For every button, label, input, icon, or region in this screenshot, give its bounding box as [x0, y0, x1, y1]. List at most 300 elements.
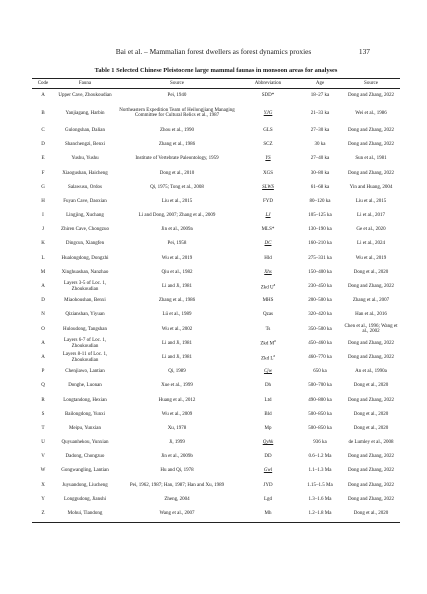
cell-code-text: D [41, 298, 45, 304]
cell-age-source-text: de Lumley et al., 2008 [348, 440, 394, 446]
cell-abbreviation-text: Zkd L [261, 356, 274, 362]
cell-source-text: Ji, 1999 [169, 440, 185, 446]
cell-age-source [342, 180, 400, 194]
cell-fauna-text: Gongwangling, Lantian [61, 468, 109, 474]
cell-code-text: Z [41, 511, 45, 517]
cell-code [32, 478, 54, 492]
column-header-code: Code [37, 81, 49, 87]
cell-age-source [342, 195, 400, 209]
cell-code-text: P [41, 369, 45, 375]
cell-age [298, 138, 342, 152]
cell-age [298, 308, 342, 322]
cell-fauna-text: Mohui, Tiandong [67, 511, 103, 517]
cell-code-text: B [41, 110, 45, 116]
abbreviation-superscript: a [274, 339, 276, 344]
cell-fauna-text: Layers 3-5 of Loc. 1, Zhoukoudian [63, 281, 107, 292]
cell-abbreviation [238, 237, 298, 251]
cell-age [298, 351, 342, 365]
cell-code-text: T [41, 425, 45, 431]
cell-code-text: A [41, 340, 45, 346]
cell-abbreviation [238, 351, 298, 365]
cell-fauna [54, 351, 116, 365]
cell-abbreviation-text: SCZ [263, 142, 273, 148]
cell-age-text: 200–500 ka [308, 298, 332, 304]
cell-abbreviation [238, 464, 298, 478]
cell-abbreviation [238, 209, 298, 223]
cell-source-text: Jin et al., 2009b [161, 454, 193, 460]
table-row [32, 422, 400, 436]
cell-age-text: 1.1–1.3 Ma [308, 468, 332, 474]
cell-code [32, 138, 54, 152]
cell-age-text: 275–331 ka [308, 255, 332, 261]
cell-code-text: V [41, 454, 45, 460]
cell-source-text: Wu et al., 2002 [161, 326, 193, 332]
cell-fauna-text: Zhiren Cave, Chongzuo [61, 227, 109, 233]
cell-age-source [342, 138, 400, 152]
cell-code-text: W [40, 468, 46, 474]
cell-age-text: 30–80 ka [310, 170, 330, 176]
cell-age [298, 322, 342, 336]
cell-fauna-text: Upper Cave, Zhoukoudian [58, 93, 112, 99]
cell-abbreviation [238, 103, 298, 124]
cell-fauna [54, 322, 116, 336]
cell-code-text: U [41, 440, 45, 446]
cell-abbreviation-text: LJ [265, 213, 271, 219]
cell-source [116, 493, 238, 507]
cell-fauna [54, 103, 116, 124]
cell-age-text: 27–40 ka [310, 156, 330, 162]
cell-code [32, 166, 54, 180]
cell-source [116, 464, 238, 478]
cell-age-source [342, 237, 400, 251]
cell-code [32, 195, 54, 209]
cell-age-text: 350–500 ka [308, 326, 332, 332]
cell-fauna-text: Quyuanhekou, Yunxian [61, 440, 109, 446]
cell-code [32, 180, 54, 194]
cell-abbreviation-text: Ltd [264, 397, 272, 403]
cell-fauna [54, 89, 116, 104]
cell-age-source [342, 351, 400, 365]
cell-age-source [342, 379, 400, 393]
column-header-age: Age [315, 81, 325, 87]
cell-fauna-text: Gulongshan, Dalian [65, 127, 105, 133]
cell-age-source-text: Dong et al., 2020 [353, 511, 389, 517]
cell-age-text: 1.3–1.6 Ma [308, 496, 332, 502]
cell-fauna [54, 251, 116, 265]
cell-fauna [54, 464, 116, 478]
table-header-row [32, 80, 400, 89]
cell-source-text: Zhang et al., 1986 [158, 142, 196, 148]
cell-fauna-text: Meipu, Yunxian [68, 425, 102, 431]
cell-abbreviation-text: Dh [264, 383, 272, 389]
cell-abbreviation [238, 422, 298, 436]
cell-age [298, 280, 342, 294]
cell-fauna-text: Hualongdong, Dongzhi [61, 255, 109, 261]
cell-age-source-text: Li et al., 2017 [357, 213, 385, 219]
cell-source [116, 152, 238, 166]
cell-abbreviation [238, 478, 298, 492]
cell-code [32, 152, 54, 166]
cell-age [298, 337, 342, 351]
cell-age-source [342, 422, 400, 436]
cell-abbreviation [238, 251, 298, 265]
cell-age-source [342, 223, 400, 237]
cell-abbreviation-text: Qzas [263, 312, 273, 318]
cell-code [32, 337, 54, 351]
table-row [32, 180, 400, 194]
cell-source-text: Pei, 1940 [167, 93, 187, 99]
cell-source [116, 180, 238, 194]
column-header-source: Source [170, 81, 184, 87]
cell-abbreviation [238, 138, 298, 152]
cell-source [116, 294, 238, 308]
cell-fauna-text: Yanjiagang, Harbin [65, 110, 105, 116]
table-row [32, 407, 400, 421]
cell-age-text: 460–770 ka [308, 354, 332, 360]
cell-source-text: Li and Ji, 1981 [162, 354, 192, 360]
cell-code [32, 322, 54, 336]
cell-abbreviation-text: Xhs [264, 269, 272, 275]
cell-source [116, 337, 238, 351]
cell-abbreviation-text: SDD* [261, 93, 275, 99]
cell-source-text: Wang et al., 2007 [159, 511, 195, 517]
cell-fauna [54, 138, 116, 152]
cell-age-text: 1.15–1.5 Ma [307, 482, 333, 488]
table-row [32, 89, 400, 104]
cell-age-text: 150–400 ka [308, 269, 332, 275]
cell-age-text: 80–120 ka [309, 198, 331, 204]
cell-code-text: K [41, 241, 45, 247]
cell-source [116, 138, 238, 152]
cell-abbreviation-text: Lgd [263, 496, 273, 502]
cell-source [116, 507, 238, 521]
cell-source-text: Zheng, 2004 [164, 496, 190, 502]
cell-age-text: 130–190 ka [308, 227, 332, 233]
cell-age [298, 507, 342, 521]
cell-code [32, 450, 54, 464]
cell-code [32, 365, 54, 379]
cell-abbreviation [238, 124, 298, 138]
cell-source-text: Li and Ji, 1981 [162, 284, 192, 290]
cell-age-source [342, 152, 400, 166]
cell-fauna-text: Layers 6-7 of Loc. 1, Zhoukoudian [63, 338, 107, 349]
cell-code-text: I [42, 213, 44, 219]
cell-source-text: Qiu et al., 1982 [161, 269, 193, 275]
cell-age-source-text: Wei et al., 1986 [355, 110, 387, 116]
cell-age-source-text: Dong et al., 2020 [353, 425, 389, 431]
cell-code [32, 89, 54, 104]
table-caption: Table 1 Selected Chinese Pleistocene large mammal faunas in monsoon areas for analyses [94, 67, 338, 74]
cell-source [116, 237, 238, 251]
cell-source [116, 365, 238, 379]
cell-age-source-text: Han et al., 2016 [355, 312, 387, 318]
cell-fauna [54, 450, 116, 464]
cell-code-text: S [41, 411, 45, 417]
cell-age-source-text: Ge et al., 2020 [356, 227, 386, 233]
cell-fauna-text: Longgudong, Jianshi [64, 496, 106, 502]
cell-age-text: 500–850 ka [308, 425, 332, 431]
cell-fauna-text: Layers 8-11 of Loc. 1, Zhoukoudian [62, 352, 108, 363]
cell-age [298, 464, 342, 478]
cell-abbreviation-text: GLS [263, 127, 273, 133]
cell-source-text: Qi, 1989 [168, 369, 186, 375]
cell-fauna [54, 478, 116, 492]
cell-code-text: M [40, 269, 46, 275]
cell-age-source [342, 407, 400, 421]
cell-code-text: N [41, 312, 45, 318]
cell-code [32, 351, 54, 365]
table-row [32, 351, 400, 365]
cell-code-text: O [41, 326, 45, 332]
cell-code [32, 294, 54, 308]
cell-code [32, 266, 54, 280]
cell-code-text: G [41, 184, 45, 190]
cell-code [32, 223, 54, 237]
table-row [32, 294, 400, 308]
cell-abbreviation-text: MLS* [261, 227, 275, 233]
cell-age-source [342, 464, 400, 478]
cell-fauna-text: Miaohoushan, Benxi [64, 298, 106, 304]
cell-age [298, 407, 342, 421]
table-row [32, 195, 400, 209]
cell-age-source [342, 308, 400, 322]
cell-abbreviation-text: Gwl [263, 468, 273, 474]
cell-fauna [54, 180, 116, 194]
cell-fauna-text: Xinghuashan, Nanzhao [61, 269, 109, 275]
cell-source [116, 209, 238, 223]
cell-age-source-text: Dong and Zhang, 2022 [347, 482, 395, 488]
cell-age-source [342, 507, 400, 521]
cell-abbreviation [238, 223, 298, 237]
cell-age [298, 450, 342, 464]
cell-age [298, 365, 342, 379]
cell-age-source [342, 436, 400, 450]
cell-age-source-text: Sun et al., 1981 [355, 156, 387, 162]
table-row [32, 478, 400, 492]
cell-age-source [342, 166, 400, 180]
cell-source-text: Pei, 1962, 1987; Han, 1987; Han and Xu, 1989 [129, 482, 225, 488]
cell-fauna [54, 209, 116, 223]
cell-abbreviation-text: Zkd M [260, 342, 275, 348]
table-row [32, 308, 400, 322]
page-number: 137 [358, 47, 370, 56]
cell-fauna-text: Chenjiawo, Lantian [65, 369, 105, 375]
cell-source-text: Pei, 1958 [167, 241, 187, 247]
cell-age-source [342, 493, 400, 507]
cell-abbreviation [238, 166, 298, 180]
cell-fauna-text: Bailongdong, Yunxi [64, 411, 106, 417]
cell-abbreviation [238, 280, 298, 294]
cell-age [298, 195, 342, 209]
cell-source-text: Huang et al., 2012 [158, 397, 196, 403]
cell-abbreviation [238, 180, 298, 194]
cell-fauna [54, 195, 116, 209]
cell-fauna-text: Qizianshan, Yiyuan [65, 312, 105, 318]
table-row [32, 322, 400, 336]
cell-age-text: 27–30 ka [310, 127, 330, 133]
cell-age-source [342, 280, 400, 294]
cell-abbreviation [238, 89, 298, 104]
cell-source-text: Li and Ji, 1981 [162, 340, 192, 346]
cell-source-text: Zhou et al., 1990 [159, 127, 195, 133]
cell-abbreviation-text: DC [264, 241, 272, 247]
cell-code [32, 103, 54, 124]
cell-abbreviation-text: Bld [264, 411, 272, 417]
table-row [32, 493, 400, 507]
cell-age-source [342, 478, 400, 492]
table-row [32, 166, 400, 180]
cell-abbreviation [238, 493, 298, 507]
cell-age [298, 152, 342, 166]
cell-code-text: A [41, 284, 45, 290]
cell-source [116, 478, 238, 492]
cell-age-source-text: Dong and Zhang, 2022 [347, 468, 395, 474]
cell-source-text: Institute of Vertebrate Paleontology, 1959 [135, 156, 219, 162]
cell-code [32, 124, 54, 138]
cell-source-text: Liu et al., 2015 [161, 198, 193, 204]
cell-age-source-text: Dong and Zhang, 2022 [347, 170, 395, 176]
cell-fauna [54, 237, 116, 251]
cell-abbreviation-text: Mp [264, 425, 272, 431]
cell-age-source [342, 266, 400, 280]
table-row [32, 251, 400, 265]
cell-abbreviation-text: XGS [262, 170, 273, 176]
cell-age-source [342, 103, 400, 124]
cell-age [298, 393, 342, 407]
cell-code-text: Q [41, 383, 45, 389]
cell-age-source-text: Yin and Huang, 2004 [349, 184, 393, 190]
cell-age-source [342, 209, 400, 223]
cell-abbreviation-text: SLWS [262, 184, 274, 190]
cell-code-text: C [41, 127, 45, 133]
cell-fauna-text: Dadong, Chongzuo [65, 454, 105, 460]
cell-age-source-text: Dong and Zhang, 2022 [347, 397, 395, 403]
cell-code [32, 507, 54, 521]
cell-source-text: Hu and Qi, 1978 [160, 468, 194, 474]
table-row [32, 464, 400, 478]
cell-age-source-text: Zhang et al., 2007 [352, 298, 390, 304]
cell-fauna-text: Longtandong, Hexian [63, 397, 107, 403]
cell-age-source [342, 294, 400, 308]
cell-abbreviation [238, 450, 298, 464]
cell-age-text: 230–450 ka [308, 284, 332, 290]
cell-age-text: 650 ka [313, 369, 327, 375]
cell-source-text: Zhang et al., 1986 [158, 298, 196, 304]
cell-source [116, 379, 238, 393]
column-header-age-source: Source [364, 81, 378, 87]
column-header-fauna: Fauna [78, 81, 92, 87]
cell-abbreviation-text: MHS [262, 298, 274, 304]
running-title: Bai et al. – Mammalian forest dwellers as forest dynamics proxies [115, 47, 312, 56]
column-header-abbreviation: Abbreviation [254, 81, 282, 87]
cell-abbreviation [238, 507, 298, 521]
cell-source [116, 280, 238, 294]
cell-fauna [54, 493, 116, 507]
cell-age-text: 320–420 ka [308, 312, 332, 318]
cell-code [32, 308, 54, 322]
cell-age-source-text: An et al., 1990a [355, 369, 387, 375]
cell-fauna [54, 507, 116, 521]
table-row [32, 209, 400, 223]
table-row [32, 152, 400, 166]
cell-age-source [342, 365, 400, 379]
cell-age [298, 493, 342, 507]
table-row [32, 365, 400, 379]
cell-abbreviation [238, 322, 298, 336]
cell-code [32, 393, 54, 407]
table-bottom-rule [32, 522, 400, 523]
cell-source [116, 166, 238, 180]
cell-age-source [342, 450, 400, 464]
cell-age-source-text: Dong and Zhang, 2022 [347, 127, 395, 133]
cell-age-text: 936 ka [313, 440, 327, 446]
cell-abbreviation [238, 152, 298, 166]
cell-age-source-text: Dong and Zhang, 2022 [347, 284, 395, 290]
table-row [32, 379, 400, 393]
cell-age-source-text: Chen et al., 1996; Wang et al., 2002 [344, 323, 398, 335]
cell-age [298, 180, 342, 194]
cell-abbreviation-text: Mh [264, 511, 272, 517]
cell-age-source [342, 322, 400, 336]
cell-age-text: 21–33 ka [310, 110, 330, 116]
cell-code [32, 407, 54, 421]
table-row [32, 280, 400, 294]
cell-fauna [54, 422, 116, 436]
cell-abbreviation-text: Hld [264, 255, 272, 261]
cell-abbreviation-text: Qyhk [262, 440, 274, 446]
table-row [32, 393, 400, 407]
cell-fauna-text: Yushu, Yushu [71, 156, 99, 162]
cell-abbreviation [238, 393, 298, 407]
cell-age-source-text: Dong et al., 2020 [353, 411, 389, 417]
cell-age-source-text: Dong et al., 2020 [353, 383, 389, 389]
cell-fauna [54, 266, 116, 280]
table-row [32, 237, 400, 251]
cell-fauna-text: Xiaogushan, Haicheng [62, 170, 108, 176]
cell-fauna [54, 308, 116, 322]
cell-age-source [342, 251, 400, 265]
cell-fauna-text: Huloudong, Tangshan [63, 326, 107, 332]
cell-source [116, 195, 238, 209]
cell-age-source-text: Dong et al., 2020 [353, 269, 389, 275]
cell-age-text: 61–68 ka [310, 184, 330, 190]
cell-source [116, 407, 238, 421]
cell-fauna-text: Dingcun, Xiangfen [65, 241, 105, 247]
cell-age-source-text: Dong and Zhang, 2022 [347, 93, 395, 99]
cell-fauna [54, 365, 116, 379]
cell-age-source-text: Dong and Zhang, 2022 [347, 340, 395, 346]
cell-age-source [342, 89, 400, 104]
cell-fauna-text: Juyuandong, Liucheng [62, 482, 108, 488]
cell-code-text: L [41, 255, 45, 261]
cell-fauna [54, 280, 116, 294]
cell-abbreviation-text: Ts [265, 326, 271, 332]
cell-age-source-text: Wu et al., 2019 [355, 255, 387, 261]
cell-abbreviation [238, 407, 298, 421]
cell-age-text: 500–850 ka [308, 411, 332, 417]
cell-age-source-text: Li et al., 2024 [357, 241, 385, 247]
cell-source [116, 322, 238, 336]
cell-age [298, 266, 342, 280]
cell-age-text: 1.2–1.8 Ma [308, 511, 332, 517]
cell-age-source [342, 124, 400, 138]
cell-age [298, 124, 342, 138]
cell-fauna-text: Fuyan Cave, Daoxian [63, 198, 107, 204]
table-row [32, 337, 400, 351]
cell-source-text: Jin et al., 2009a [161, 227, 193, 233]
cell-age-text: 450–460 ka [308, 340, 332, 346]
table-row [32, 266, 400, 280]
